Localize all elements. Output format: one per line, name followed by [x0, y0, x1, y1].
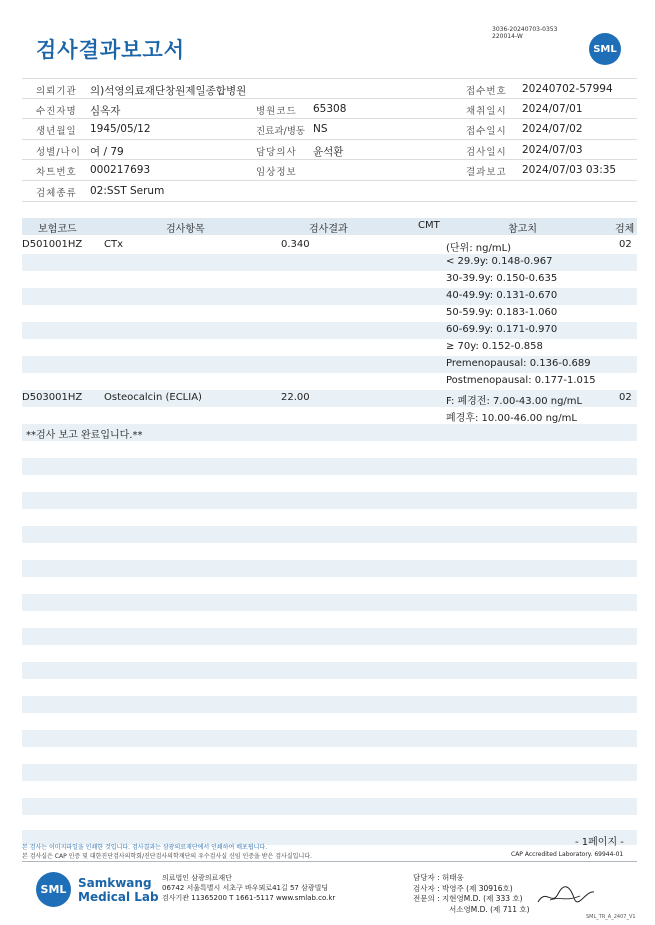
staff-line: 담당자 : 허태웅	[413, 873, 464, 882]
samkwang-logo-icon: SML	[36, 872, 71, 907]
specimen-label: 검체종류	[36, 187, 77, 199]
staff-line: 검사자 : 박영주 (제 30916호)	[413, 883, 513, 893]
collect-label: 채취일시	[466, 105, 507, 117]
col-specimen: 검체	[615, 224, 635, 235]
doc-id-line1: 3036-20240703-0353	[492, 26, 558, 33]
stripe	[22, 730, 637, 747]
patient-info-table	[22, 78, 637, 202]
r1-ref: ≥ 70y: 0.152-0.858	[446, 341, 543, 352]
hospital-label: 의뢰기관	[36, 86, 77, 97]
clinical-label: 임상정보	[256, 167, 297, 179]
results-table-header	[22, 218, 637, 235]
stripe	[22, 458, 637, 475]
info-row	[22, 119, 637, 140]
report-complete-note: **검사 보고 완료입니다.**	[26, 430, 143, 441]
birth-value: 1945/05/12	[90, 123, 151, 136]
info-row	[22, 99, 637, 120]
addr-line: 06742 서울특별시 서초구 바우뫼로41길 57 삼광빌딩	[162, 884, 329, 892]
specimen-value: 02:SST Serum	[90, 184, 165, 197]
r1-code: D501001HZ	[22, 239, 83, 250]
patient-label: 수진자명	[36, 105, 77, 117]
r1-ref: 60-69.9y: 0.171-0.970	[446, 324, 558, 335]
test-date-value: 2024/07/03	[522, 143, 583, 156]
page-number: - 1페이지 -	[575, 837, 624, 848]
stripe	[22, 628, 637, 645]
col-item: 검사항목	[166, 224, 205, 235]
cap-accreditation: CAP Accredited Laboratory. 69944-01	[511, 851, 624, 858]
info-row	[22, 78, 637, 99]
col-code: 보험코드	[38, 224, 77, 235]
info-row	[22, 181, 637, 202]
stripe	[22, 662, 637, 679]
r2-ref: 폐경후: 10.00-46.00 ng/mL	[446, 413, 577, 424]
addr-line: 검사기관 11365200 T 1661-5117 www.smlab.co.kr	[162, 894, 336, 902]
lab-name-line2: Medical Lab	[78, 890, 159, 904]
col-ref: 참고치	[508, 224, 537, 235]
r2-item: Osteocalcin (ECLIA)	[104, 392, 202, 403]
r2-specimen: 02	[619, 392, 632, 403]
form-version: SML_TR_A_2407_V1	[586, 914, 636, 920]
r1-ref: (단위: ng/mL)	[446, 243, 512, 254]
doctor-value: 윤석환	[313, 145, 344, 158]
chart-no-label: 차트번호	[36, 167, 77, 179]
r1-ref: 50-59.9y: 0.183-1.060	[446, 307, 558, 318]
info-row	[22, 140, 637, 161]
document-id	[492, 26, 557, 40]
r1-ref: < 29.9y: 0.148-0.967	[446, 256, 553, 267]
staff-line: 서소영M.D. (제 711 호)	[449, 904, 530, 914]
receipt-no-label: 접수번호	[466, 86, 507, 97]
col-cmt: CMT	[418, 220, 440, 231]
chart-no-value: 000217693	[90, 164, 151, 177]
staff-line: 전문의 : 지현영M.D. (제 333 호)	[413, 894, 523, 903]
receipt-date-label: 접수일시	[466, 126, 507, 138]
staff-list	[413, 873, 530, 915]
r1-ref: Premenopausal: 0.136-0.689	[446, 358, 591, 369]
patient-value: 심옥자	[90, 104, 121, 117]
sml-logo-icon: SML	[589, 33, 621, 65]
stripe	[22, 492, 637, 509]
stripe	[22, 696, 637, 713]
stripe	[22, 764, 637, 781]
col-result: 검사결과	[309, 224, 348, 235]
addr-line: 의료법인 삼광의료재단	[162, 874, 232, 882]
sex-age-label: 성별/나이	[36, 146, 81, 158]
receipt-no-value: 20240702-57994	[522, 83, 613, 95]
report-label: 결과보고	[466, 167, 507, 179]
lab-address	[162, 873, 335, 903]
hospital-code-value: 65308	[313, 102, 347, 115]
footer-note: 본 검사는 이미지파일을 인쇄한 것입니다. 검사결과는 삼광의료재단에서 인쇄하여 배포됩니다.	[22, 844, 268, 851]
dept-label: 진료과/병동	[256, 126, 306, 138]
r1-ref: Postmenopausal: 0.177-1.015	[446, 375, 596, 386]
stripe	[22, 798, 637, 815]
collect-value: 2024/07/01	[522, 102, 583, 115]
info-row	[22, 160, 637, 181]
report-value: 2024/07/03 03:35	[522, 164, 617, 177]
stripe	[22, 526, 637, 543]
test-date-label: 검사일시	[466, 146, 507, 158]
signature-icon	[536, 880, 596, 910]
footer-note: 본 검사실은 CAP 인증 및 대한진단검사의학회/진단검사의학재단의 우수검사실 신임 인증을 받은 검사실입니다.	[22, 853, 312, 860]
receipt-date-value: 2024/07/02	[522, 123, 583, 136]
hospital-value: 의)석영의료재단창원제일종합병원	[90, 85, 247, 97]
dept-value: NS	[313, 123, 328, 136]
doc-id-line2: 220014-W	[492, 33, 523, 40]
lab-name	[78, 876, 159, 904]
r1-specimen: 02	[619, 239, 632, 250]
lab-name-line1: Samkwang	[78, 876, 152, 890]
doctor-label: 담당의사	[256, 146, 297, 158]
divider	[22, 861, 637, 862]
page-title: 검사결과보고서	[36, 38, 186, 62]
r2-result: 22.00	[281, 392, 310, 403]
r1-ref: 30-39.9y: 0.150-0.635	[446, 273, 558, 284]
r2-ref: F: 폐경전: 7.00-43.00 ng/mL	[446, 396, 583, 407]
stripe	[22, 560, 637, 577]
r2-code: D503001HZ	[22, 392, 83, 403]
stripe	[22, 594, 637, 611]
sex-age-value: 여 / 79	[90, 145, 124, 158]
r1-item: CTx	[104, 239, 124, 250]
birth-label: 생년월일	[36, 126, 77, 138]
hospital-code-label: 병원코드	[256, 105, 297, 117]
r1-ref: 40-49.9y: 0.131-0.670	[446, 290, 558, 301]
r1-result: 0.340	[281, 239, 310, 250]
